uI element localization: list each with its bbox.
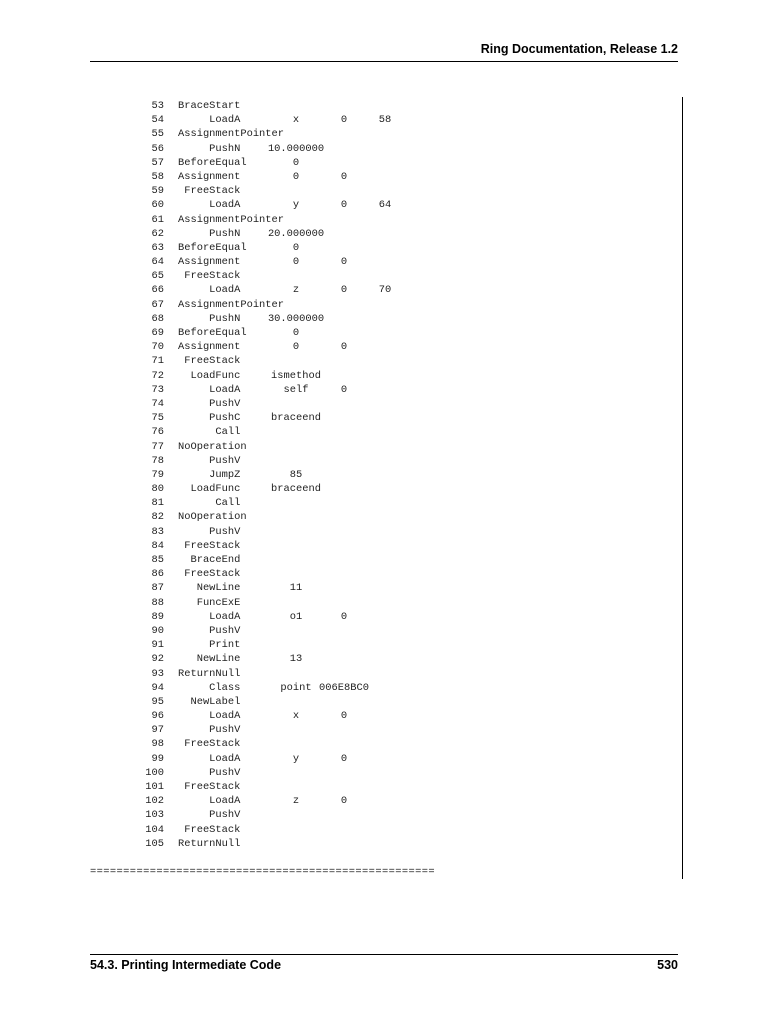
line-number: 68 [151,312,164,325]
code-line [100,425,660,439]
line-number: 53 [151,100,164,112]
code-line [100,581,660,595]
operand-a2: 0 [340,752,348,765]
line-number: 90 [151,624,164,637]
code-line [100,255,660,269]
operand-a2: 0 [340,341,348,354]
code-line [100,780,660,794]
line-number: 64 [151,256,164,269]
code-line [100,156,660,170]
opcode: FreeStack [178,781,241,793]
operand-a2: 0 [340,199,348,212]
operand-a1: 0 [292,170,300,183]
code-line [100,709,660,723]
opcode: PushV [178,766,241,779]
opcode: Assignment [178,256,241,269]
operand-a1: 0 [292,341,300,354]
operand-a1: z [292,795,300,808]
code-line [100,298,660,312]
operand-a2: 006E8BC0 [319,681,369,694]
operand-a1: 13 [289,653,303,666]
opcode: LoadA [178,795,241,808]
line-number: 79 [151,468,164,481]
footer-divider [90,954,678,955]
operand-a1: 0 [292,327,300,339]
line-number: 66 [151,284,164,297]
line-number: 89 [151,610,164,623]
code-line [100,411,660,425]
line-number: 98 [151,738,164,751]
opcode: LoadFunc [178,369,241,382]
code-line [100,808,660,822]
opcode: PushN [178,227,241,240]
code-line [100,837,660,851]
line-number: 75 [151,412,164,425]
operand-a1: x [292,710,300,723]
operand-a1: braceend [271,483,321,496]
line-number: 87 [151,582,164,595]
code-line [100,510,660,524]
opcode: NoOperation [178,511,247,524]
code-line [100,553,660,567]
code-line [100,440,660,454]
line-number: 84 [151,539,164,552]
opcode: Assignment [178,341,241,354]
code-line [100,567,660,581]
code-line [100,482,660,496]
opcode: Class [178,681,241,694]
operand-a2: 0 [340,256,348,269]
footer-section-title: 54.3. Printing Intermediate Code [90,958,282,972]
opcode: NewLine [178,653,241,666]
opcode: LoadA [178,284,241,297]
operand-a1: 0 [292,241,300,254]
code-line [100,241,660,255]
operand-a1: y [292,752,300,765]
opcode: BeforeEqual [178,327,247,339]
line-number: 99 [151,752,164,765]
line-number: 54 [151,114,164,127]
opcode: PushV [178,724,241,737]
line-number: 103 [145,809,164,822]
code-line [100,369,660,383]
line-number: 76 [151,426,164,439]
opcode: Print [178,639,241,652]
line-number: 65 [151,270,164,283]
line-number: 67 [151,298,164,311]
opcode: BeforeEqual [178,156,247,169]
operand-a1: point [280,681,312,694]
operand-a1: 0 [292,156,300,169]
operand-a1: self [283,383,309,396]
opcode: AssignmentPointer [178,213,285,226]
opcode: FreeStack [178,738,241,751]
line-number: 73 [151,383,164,396]
opcode: PushV [178,624,241,637]
code-line [100,794,660,808]
code-line [100,468,660,482]
line-number: 61 [151,213,164,226]
code-line [100,596,660,610]
opcode: LoadA [178,114,241,127]
line-number: 101 [145,781,164,793]
code-line [100,269,660,283]
code-line [100,170,660,184]
code-block-frame [682,97,683,879]
operand-a1: braceend [271,412,321,425]
line-number: 100 [145,766,164,779]
opcode: PushC [178,412,241,425]
code-line [100,454,660,468]
code-line [100,227,660,241]
line-number: 63 [151,241,164,254]
line-number: 93 [151,667,164,680]
code-line [100,496,660,510]
opcode: PushV [178,525,241,538]
line-number: 69 [151,327,164,339]
operand-a2: 0 [340,610,348,623]
opcode: ReturnNull [178,837,241,850]
opcode: FreeStack [178,355,241,368]
opcode: FreeStack [178,539,241,552]
opcode: LoadA [178,752,241,765]
opcode: BeforeEqual [178,241,247,254]
opcode: BraceStart [178,100,241,112]
code-line [100,667,660,681]
code-block [100,99,660,851]
operand-a1: 0 [292,256,300,269]
line-number: 57 [151,156,164,169]
code-line [100,695,660,709]
operand-a1: y [292,199,300,212]
line-number: 56 [151,142,164,155]
code-line [100,681,660,695]
line-number: 104 [145,823,164,836]
line-number: 91 [151,639,164,652]
code-line [100,354,660,368]
line-number: 102 [145,795,164,808]
opcode: Call [178,426,241,439]
opcode: Call [178,497,241,510]
opcode: JumpZ [178,468,241,481]
footer-page-number: 530 [657,958,678,972]
code-line [100,723,660,737]
opcode: LoadA [178,199,241,212]
line-number: 96 [151,710,164,723]
line-number: 78 [151,454,164,467]
opcode: PushN [178,312,241,325]
opcode: PushV [178,454,241,467]
code-line [100,312,660,326]
line-number: 55 [151,128,164,141]
code-line [100,610,660,624]
code-line [100,525,660,539]
page-header-title: Ring Documentation, Release 1.2 [480,42,678,56]
header-divider [90,61,678,62]
line-number: 62 [151,227,164,240]
opcode: AssignmentPointer [178,128,285,141]
opcode: AssignmentPointer [178,298,285,311]
operand-a1: 85 [289,468,303,481]
operand-a3: 58 [378,114,392,127]
line-number: 95 [151,695,164,708]
code-line [100,766,660,780]
operand-a1: 11 [289,582,303,595]
code-line [100,397,660,411]
line-number: 83 [151,525,164,538]
opcode: BraceEnd [178,554,241,566]
operand-a2: 0 [340,114,348,127]
code-line [100,283,660,297]
line-number: 71 [151,355,164,368]
code-line [100,652,660,666]
line-number: 92 [151,653,164,666]
line-number: 70 [151,341,164,354]
line-number: 85 [151,554,164,566]
opcode: ReturnNull [178,667,241,680]
line-number: 59 [151,185,164,198]
line-number: 82 [151,511,164,524]
code-line [100,539,660,553]
line-number: 77 [151,440,164,453]
operand-a2: 0 [340,170,348,183]
opcode: PushN [178,142,241,155]
opcode: NewLabel [178,695,241,708]
operand-a3: 64 [378,199,392,212]
opcode: FuncExE [178,596,241,609]
operand-a1: x [292,114,300,127]
opcode: LoadFunc [178,483,241,496]
code-line [100,326,660,340]
line-number: 86 [151,568,164,581]
line-number: 88 [151,596,164,609]
operand-a1: 10.000000 [267,142,325,155]
operand-a1: ismethod [271,369,321,382]
operand-a3: 70 [378,284,392,297]
line-number: 80 [151,483,164,496]
code-separator: ==================================================== [90,866,436,878]
operand-a1: 30.000000 [267,312,325,325]
code-line [100,624,660,638]
opcode: FreeStack [178,568,241,581]
operand-a2: 0 [340,284,348,297]
opcode: NoOperation [178,440,247,453]
code-line [100,340,660,354]
line-number: 94 [151,681,164,694]
opcode: NewLine [178,582,241,595]
code-line [100,99,660,113]
operand-a1: o1 [289,610,303,623]
operand-a2: 0 [340,383,348,396]
code-line [100,198,660,212]
code-line [100,142,660,156]
code-line [100,113,660,127]
code-line [100,638,660,652]
opcode: FreeStack [178,185,241,198]
code-line [100,213,660,227]
code-line [100,184,660,198]
opcode: PushV [178,809,241,822]
code-line [100,752,660,766]
code-line [100,823,660,837]
line-number: 97 [151,724,164,737]
line-number: 60 [151,199,164,212]
code-line [100,127,660,141]
opcode: LoadA [178,610,241,623]
line-number: 81 [151,497,164,510]
operand-a2: 0 [340,795,348,808]
opcode: PushV [178,397,241,410]
line-number: 72 [151,369,164,382]
code-line [100,383,660,397]
line-number: 74 [151,397,164,410]
opcode: Assignment [178,170,241,183]
operand-a1: 20.000000 [267,227,325,240]
line-number: 58 [151,170,164,183]
line-number: 105 [145,837,164,850]
code-line [100,737,660,751]
opcode: LoadA [178,383,241,396]
opcode: FreeStack [178,270,241,283]
operand-a2: 0 [340,710,348,723]
operand-a1: z [292,284,300,297]
opcode: FreeStack [178,823,241,836]
opcode: LoadA [178,710,241,723]
